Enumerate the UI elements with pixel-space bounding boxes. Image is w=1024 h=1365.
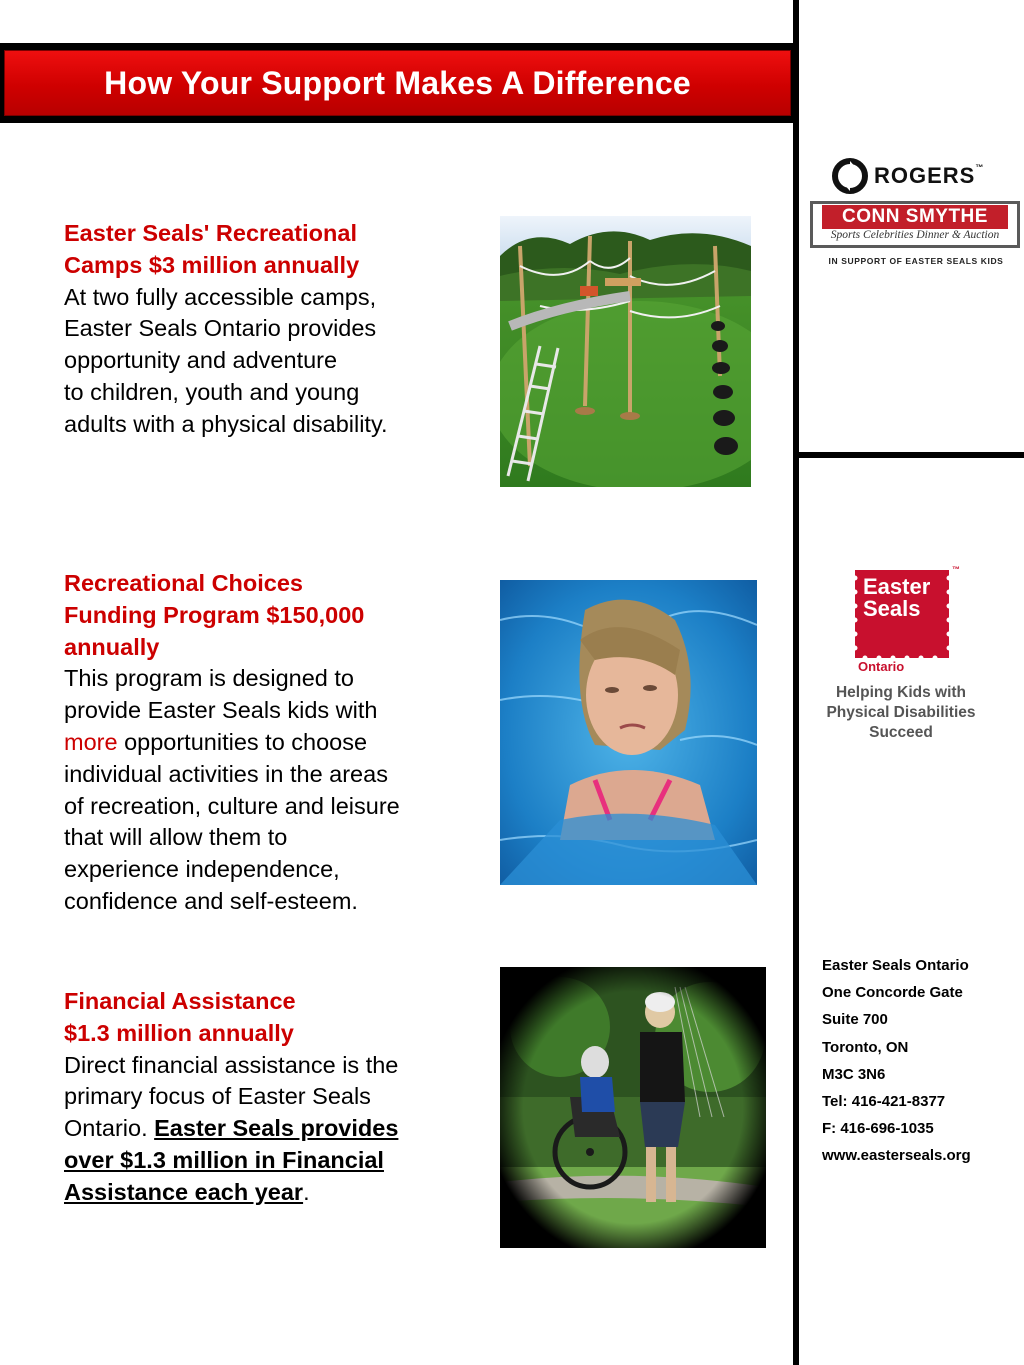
section-title-line: $1.3 million annually <box>64 1019 294 1046</box>
section-title-line: Camps $3 million annually <box>64 251 360 278</box>
header-banner <box>0 43 795 123</box>
body-line-with-emphasis <box>64 1113 484 1145</box>
section-recreational-choices <box>64 568 484 918</box>
emphasis-end-line <box>64 1177 484 1209</box>
body-line: adults with a physical disability. <box>64 410 388 437</box>
contact-postal: M3C 3N6 <box>822 1065 886 1083</box>
contact-fax: F: 416-696-1035 <box>822 1120 934 1138</box>
highlight-word: more <box>64 728 118 755</box>
easter-seals-region: Ontario <box>858 659 905 674</box>
wheelchair-photo <box>500 967 766 1248</box>
body-line: Direct financial assistance is the <box>64 1051 399 1078</box>
body-line: primary focus of Easter Seals <box>64 1083 371 1110</box>
contact-info <box>822 952 971 1170</box>
ropes-course-photo <box>500 216 751 487</box>
conn-smythe-title: CONN SMYTHE <box>822 205 1008 229</box>
easter-seals-trademark: ™ <box>952 565 960 574</box>
easter-seals-stamp-logo <box>855 570 949 658</box>
section-title-line: annually <box>64 633 160 660</box>
body-line: provide Easter Seals kids with <box>64 697 378 724</box>
contact-suite: Suite 700 <box>822 1011 888 1029</box>
section-title-line: Funding Program $150,000 <box>64 601 365 628</box>
body-text: Ontario. <box>64 1115 155 1142</box>
body-line: opportunity and adventure <box>64 347 338 374</box>
rogers-logo <box>832 158 992 194</box>
header-banner-fill <box>4 50 791 116</box>
conn-smythe-support: IN SUPPORT OF EASTER SEALS KIDS <box>828 256 1004 266</box>
emphasis-text: Assistance each year <box>64 1178 304 1205</box>
contact-org: Easter Seals Ontario <box>822 957 969 974</box>
body-line: At two fully accessible camps, <box>64 283 377 310</box>
swimming-girl-photo <box>500 580 757 885</box>
body-line: to children, youth and young <box>64 378 360 405</box>
body-line: individual activities in the areas <box>64 760 388 787</box>
contact-phone: Tel: 416-421-8377 <box>822 1093 946 1111</box>
body-line: Easter Seals Ontario provides <box>64 315 377 342</box>
vertical-divider <box>793 0 799 1365</box>
contact-city: Toronto, ON <box>822 1038 909 1056</box>
emphasis-text: Easter Seals provides <box>154 1115 399 1142</box>
contact-website-link[interactable]: www.easterseals.org <box>822 1147 971 1165</box>
body-line: confidence and self-esteem. <box>64 887 358 914</box>
rogers-wordmark: ROGERS™ <box>874 163 985 188</box>
emphasis-line: over $1.3 million in Financial <box>64 1146 384 1173</box>
easter-seals-wordmark: Easter Seals <box>863 574 931 621</box>
body-line: that will allow them to <box>64 824 288 851</box>
section-title-line: Recreational Choices <box>64 570 304 596</box>
section-title-line: Easter Seals' Recreational <box>64 220 357 246</box>
section-title-line: Financial Assistance <box>64 988 296 1014</box>
easter-seals-tagline: Helping Kids with Physical Disabilities Succeed <box>826 684 976 741</box>
body-line-with-highlight <box>64 727 484 759</box>
conn-smythe-subtitle: Sports Celebrities Dinner & Auction <box>830 229 1000 241</box>
body-line: experience independence, <box>64 856 340 883</box>
body-text: opportunities to choose <box>117 728 368 755</box>
contact-address: One Concorde Gate <box>822 984 963 1002</box>
conn-smythe-logo <box>810 201 1022 269</box>
rogers-swirl-icon <box>832 158 868 194</box>
body-line: This program is designed to <box>64 665 354 692</box>
sidebar-divider <box>793 452 1024 458</box>
body-text: . <box>303 1178 310 1205</box>
section-recreational-camps <box>64 218 464 441</box>
page-title: How Your Support Makes A Difference <box>104 64 691 101</box>
section-financial-assistance <box>64 986 484 1209</box>
body-line: of recreation, culture and leisure <box>64 792 400 819</box>
